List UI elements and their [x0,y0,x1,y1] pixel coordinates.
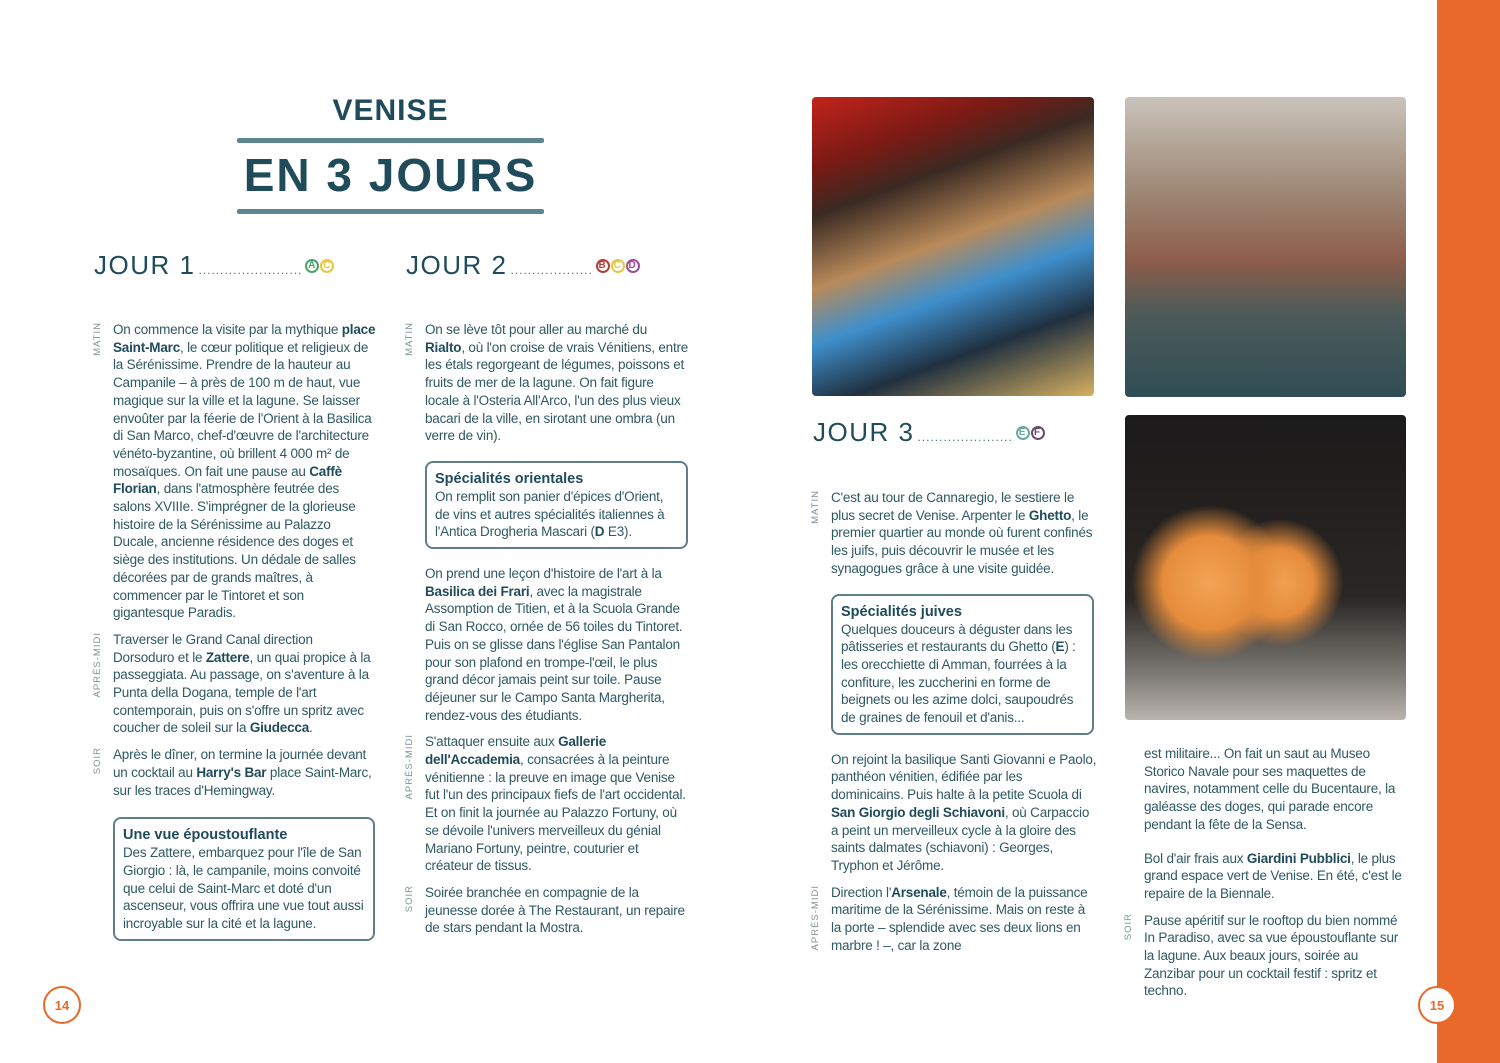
jour3-tip-title: Spécialités juives [841,603,962,620]
jour3-soir-block [1123,912,1410,1001]
text-segment: est militaire... On fait un saut au Museo Storico Navale pour ses maquettes de navires, notamment celle du Bucentaure, la galéasse des doges, qui parade encore pendant la fête de la Sensa. [1144,746,1396,832]
jour3-tip-box [831,594,1094,735]
label-apres-midi: APRÈS-MIDI [92,631,103,698]
text-segment: S'attaquer ensuite aux [425,734,559,750]
jour3-matin2-block [831,751,1097,875]
title-venise: VENISE [332,94,449,127]
text-segment: place Saint-Marc, sur les traces d'Hemingway. [113,764,372,798]
bold-place-name: Zattere [205,649,250,665]
jour3-apres-midi-cont-text [1144,745,1410,834]
jour2-column [404,321,689,937]
jour3-tip-body [841,621,1084,727]
text-segment: On prend une leçon d'histoire de l'art à la [425,566,662,582]
photo-canal-kayaks [1125,97,1406,397]
label-matin: MATIN [92,322,103,356]
text-segment: Des Zattere, embarquez pour l'île de San Giorgio : là, le campanile, moins convoité que celui de Saint-Marc et doté d'un ascenseur, vous offrira une vue tout aussi incroyable sur la cité et la lagune. [123,845,364,932]
jour3-column [810,489,1097,954]
text-segment: Pause apéritif sur le rooftop du bien nommé In Paradiso, avec sa vue époustouflante sur la lagune. Aux beaux jours, soirée au Zanzibar pour un cocktail festif : spritz et techno. [1144,912,1399,999]
bold-place-name: E [1055,639,1065,655]
jour3-matin-block [810,489,1097,578]
jour3-badges [1016,426,1045,440]
text-segment: On se lève tôt pour aller au marché du [425,322,648,337]
jour2-apres-midi-block [404,733,689,875]
text-segment: C'est au tour de Cannaregio, le sestiere le plus secret de Venise. Arpenter le [831,490,1075,523]
text-segment: , où Carpaccio a peint un merveilleux cycle à la gloire des saints dalmates (schiavoni) : Georges, Tryphon et Jérôme. [831,804,1090,873]
text-segment: , témoin de la puissance maritime de la Sérénissime. Mais on reste à la porte – splendide avec ses deux lions en marbre ! –, car la zone [831,884,1088,953]
text-segment: , le cœur politique et religieux de la Sérénissime. Prendre de la hauteur au Campanile – à près de 100 m de haut, vue magique sur la ville et la lagune. Se laisser envoûter par la féerie de l'Orient à la Basilica di San Marco, chef-d'œuvre de l'architecture vénéto-byzantine, où brillent 4 000 m² de mosaïques. On fait une pause au [113,339,372,479]
zone-badge-e: E [1016,426,1030,440]
jour3-column-continued [1123,745,1410,1000]
jour3-matin2-text [831,751,1097,875]
bold-place-name: Harry's Bar [196,764,267,780]
label-matin: MATIN [810,490,821,524]
page-number-right: 15 [1418,986,1456,1024]
text-segment: ) : les orecchiette di Amman, fourrées à la confiture, les zuccherini en forme de beignets ou les azime dolci, saupoudrés de graines de fenouil et d'anis... [841,639,1076,726]
text-segment: E3). [604,524,632,540]
zone-badge-b: B [596,259,610,273]
jour2-soir-text [425,884,689,937]
zone-badge-c: C [320,259,334,273]
jour2-matin2-block [425,565,689,724]
jour1-apres-midi-text [113,631,377,737]
text-segment: , avec la magistrale Assomption de Titien, et à la Scuola Grande di San Rocco, ornée de 56 toiles du Tintoret. Puis on se glisse dans l'église San Pantalon pour son plafond en trompe-l'œil, le plus grand décor jamais peint sur toile. Pause déjeuner sur le Campo Santa Margherita, rendez-vous des étudiants. [425,583,683,723]
text-segment: Quelques douceurs à déguster dans les pâtisseries et restaurants du Ghetto ( [841,621,1073,655]
jour3-apres-midi-block [810,884,1097,955]
jour1-soir-text [113,746,377,799]
jour1-tip-box [113,817,375,941]
jour2-matin-block [404,321,689,445]
label-soir: SOIR [92,747,103,775]
jour2-tip-box [425,461,688,549]
jour3-heading [813,417,1095,448]
orange-edge-bar [1437,0,1500,1063]
bold-place-name: place Saint-Marc [113,322,376,355]
text-segment: Direction l' [831,884,892,900]
photo-rialto-fishmonger [812,97,1094,396]
bold-place-name: Giardini Pubblici [1246,850,1351,866]
jour1-soir-block [92,746,377,799]
bold-place-name: Caffè Florian [113,463,342,497]
bold-place-name: Giudecca [249,720,310,736]
jour1-apres-midi-block [92,631,377,737]
jour1-dots: ........................ [198,263,303,277]
jour2-badges [596,259,640,273]
title-rule-top [237,138,544,143]
text-segment: Soirée branchée en compagnie de la jeunesse dorée à The Restaurant, un repaire de stars pendant la Mostra. [425,884,685,936]
jour3-soir-text [1144,912,1410,1001]
jour1-heading [94,250,376,281]
jour1-badges [305,259,334,273]
text-segment: . [309,720,313,736]
text-segment: , le premier quartier au monde où furent confinés les juifs, puis découvrir le musée et les synagogues grâce à une visite guidée. [831,507,1093,576]
bold-place-name: Arsenale [891,884,947,900]
text-segment: , le plus grand espace vert de Venise. En été, c'est le repaire de la Biennale. [1144,850,1402,901]
jour3-dots: ...................... [917,430,1013,444]
jour2-apres-midi-text [425,733,689,875]
zone-badge-a: A [305,259,319,273]
jour2-tip-title: Spécialités orientales [435,470,584,487]
photo-spritz-cocktails [1125,415,1406,720]
bold-place-name: San Giorgio degli Schiavoni [831,804,1005,820]
text-segment: On rejoint la basilique Santi Giovanni e Paolo, panthéon vénitien, édifiée par les dominicains. Puis halte à la petite Scuola di [831,751,1097,803]
text-segment: Traverser le Grand Canal direction Dorsoduro et le [113,631,313,665]
text-segment: Bol d'air frais aux [1144,850,1247,866]
text-segment: , consacrées à la peinture vénitienne : la preuve en image que Venise fut l'un des principaux fiefs de l'art occidental. Et on finit la journée au Palazzo Fortuny, où se dévoile l'univers merveilleux du génial Mariano Fortuny, peintre, couturier et créateur de tissus. [425,752,686,874]
jour1-title: JOUR 1 [94,250,196,280]
bold-place-name: Rialto [425,339,462,355]
text-segment: , dans l'atmosphère feutrée des salons XVIIIe. S'imprégner de la glorieuse histoire de la Sérénissime au Palazzo Ducale, ancienne résidence des doges et siège des institutions. Un dédale de salles décorées par de grands maîtres, à commencer par le Tintoret et son gigantesque Paradis. [113,481,356,621]
bold-place-name: Basilica dei Frari [425,583,530,599]
jour3-apres-midi2-text [1144,850,1410,903]
page-number-left: 14 [43,986,81,1024]
jour1-matin-text [113,321,377,622]
jour3-apres-midi-text [831,884,1097,955]
jour2-tip-body [435,488,678,541]
label-apres-midi: APRÈS-MIDI [810,884,821,951]
jour2-heading [406,250,688,281]
text-segment: , où l'on croise de vrais Vénitiens, entre les étals regorgeant de légumes, poissons et fruits de mer de la lagune. On fait figure locale à l'Osteria All'Arco, l'un des plus vieux bacari de la ville, en sirotant une ombra (un verre de vin). [425,339,689,444]
jour3-matin-text [831,489,1097,578]
jour1-column [92,321,377,941]
label-apres-midi: APRÈS-MIDI [404,734,415,800]
text-segment: Après le dîner, on termine la journée devant un cocktail au [113,747,367,780]
label-matin: MATIN [404,322,415,356]
text-segment: , un quai propice à la passeggiata. Au passage, on s'aventure à la Punta della Dogana, temple de l'art contemporain, puis on s'offre un spritz avec coucher de soleil sur la [113,649,371,736]
title-en-3-jours: EN 3 JOURS [243,149,538,201]
jour1-tip-title: Une vue époustouflante [123,827,288,844]
jour2-soir-block [404,884,689,937]
jour3-apres-midi2-block [1144,850,1410,903]
zone-badge-d: D [626,259,640,273]
text-segment: On remplit son panier d'épices d'Orient, de vins et autres spécialités italiennes à l'Antica Drogheria Mascari ( [435,488,665,540]
jour3-apres-midi-cont-block [1144,745,1410,834]
jour1-tip-body [123,844,365,933]
text-segment: On commence la visite par la mythique [113,322,342,337]
label-soir: SOIR [404,884,415,913]
zone-badge-c: C [611,259,625,273]
jour2-matin-text [425,321,689,445]
jour2-dots: ................... [510,263,593,277]
label-soir: SOIR [1123,912,1134,940]
bold-place-name: Gallerie dell'Accademia [425,734,607,768]
jour1-matin-block [92,321,377,622]
jour3-title: JOUR 3 [813,417,915,447]
jour2-matin2-text [425,565,689,724]
bold-place-name: Ghetto [1028,507,1072,523]
title-rule-bottom [237,209,544,214]
jour2-title: JOUR 2 [406,250,508,280]
bold-place-name: D [594,524,605,540]
zone-badge-f: F [1031,426,1045,440]
